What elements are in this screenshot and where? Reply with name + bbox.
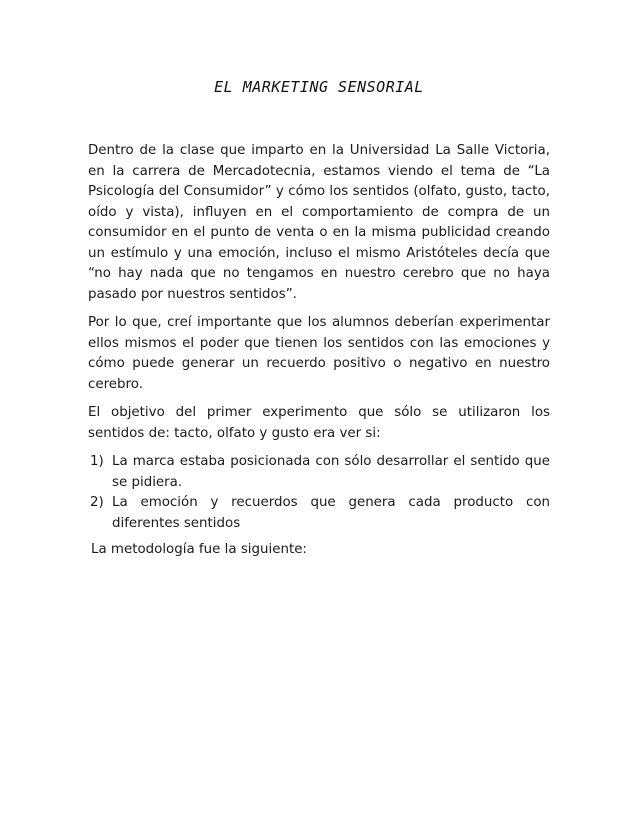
list-item-number: 1)	[90, 454, 104, 469]
objective-list	[88, 452, 550, 534]
paragraph-objective: El objetivo del primer experimento que sólo se utilizaron los sentidos de: tacto, olfato y gusto era ver si:	[88, 405, 550, 441]
paragraph-methodology: La metodología fue la siguiente:	[91, 542, 307, 557]
paragraph-intro: Dentro de la clase que imparto en la Universidad La Salle Victoria, en la carrera de Mercadotecnia, estamos viendo el tema de “La Psicología del Consumidor” y cómo los sentidos (olfato, gusto, tacto, oído y vista), influyen en el comportamiento de compra de un consumidor en el punto de venta o en la misma publicidad creando un estímulo y una emoción, incluso el mismo Aristóteles decía que “no hay nada que no tengamos en nuestro cerebro que no haya pasado por nuestros sentidos”.	[88, 143, 550, 302]
list-item-number: 2)	[90, 495, 104, 510]
list-item-text: La marca estaba posicionada con sólo desarrollar el sentido que se pidiera.	[112, 454, 550, 490]
paragraph-experiment-motivation: Por lo que, creí importante que los alumnos deberían experimentar ellos mismos el poder que tienen los sentidos con las emociones y cómo puede generar un recuerdo positivo o negativo en nuestro cerebro.	[88, 315, 550, 392]
list-item-text: La emoción y recuerdos que genera cada producto con diferentes sentidos	[112, 495, 550, 531]
list-item	[88, 452, 550, 493]
document-body	[88, 141, 550, 569]
list-item	[88, 493, 550, 534]
document-title: EL MARKETING SENSORIAL	[214, 78, 424, 96]
